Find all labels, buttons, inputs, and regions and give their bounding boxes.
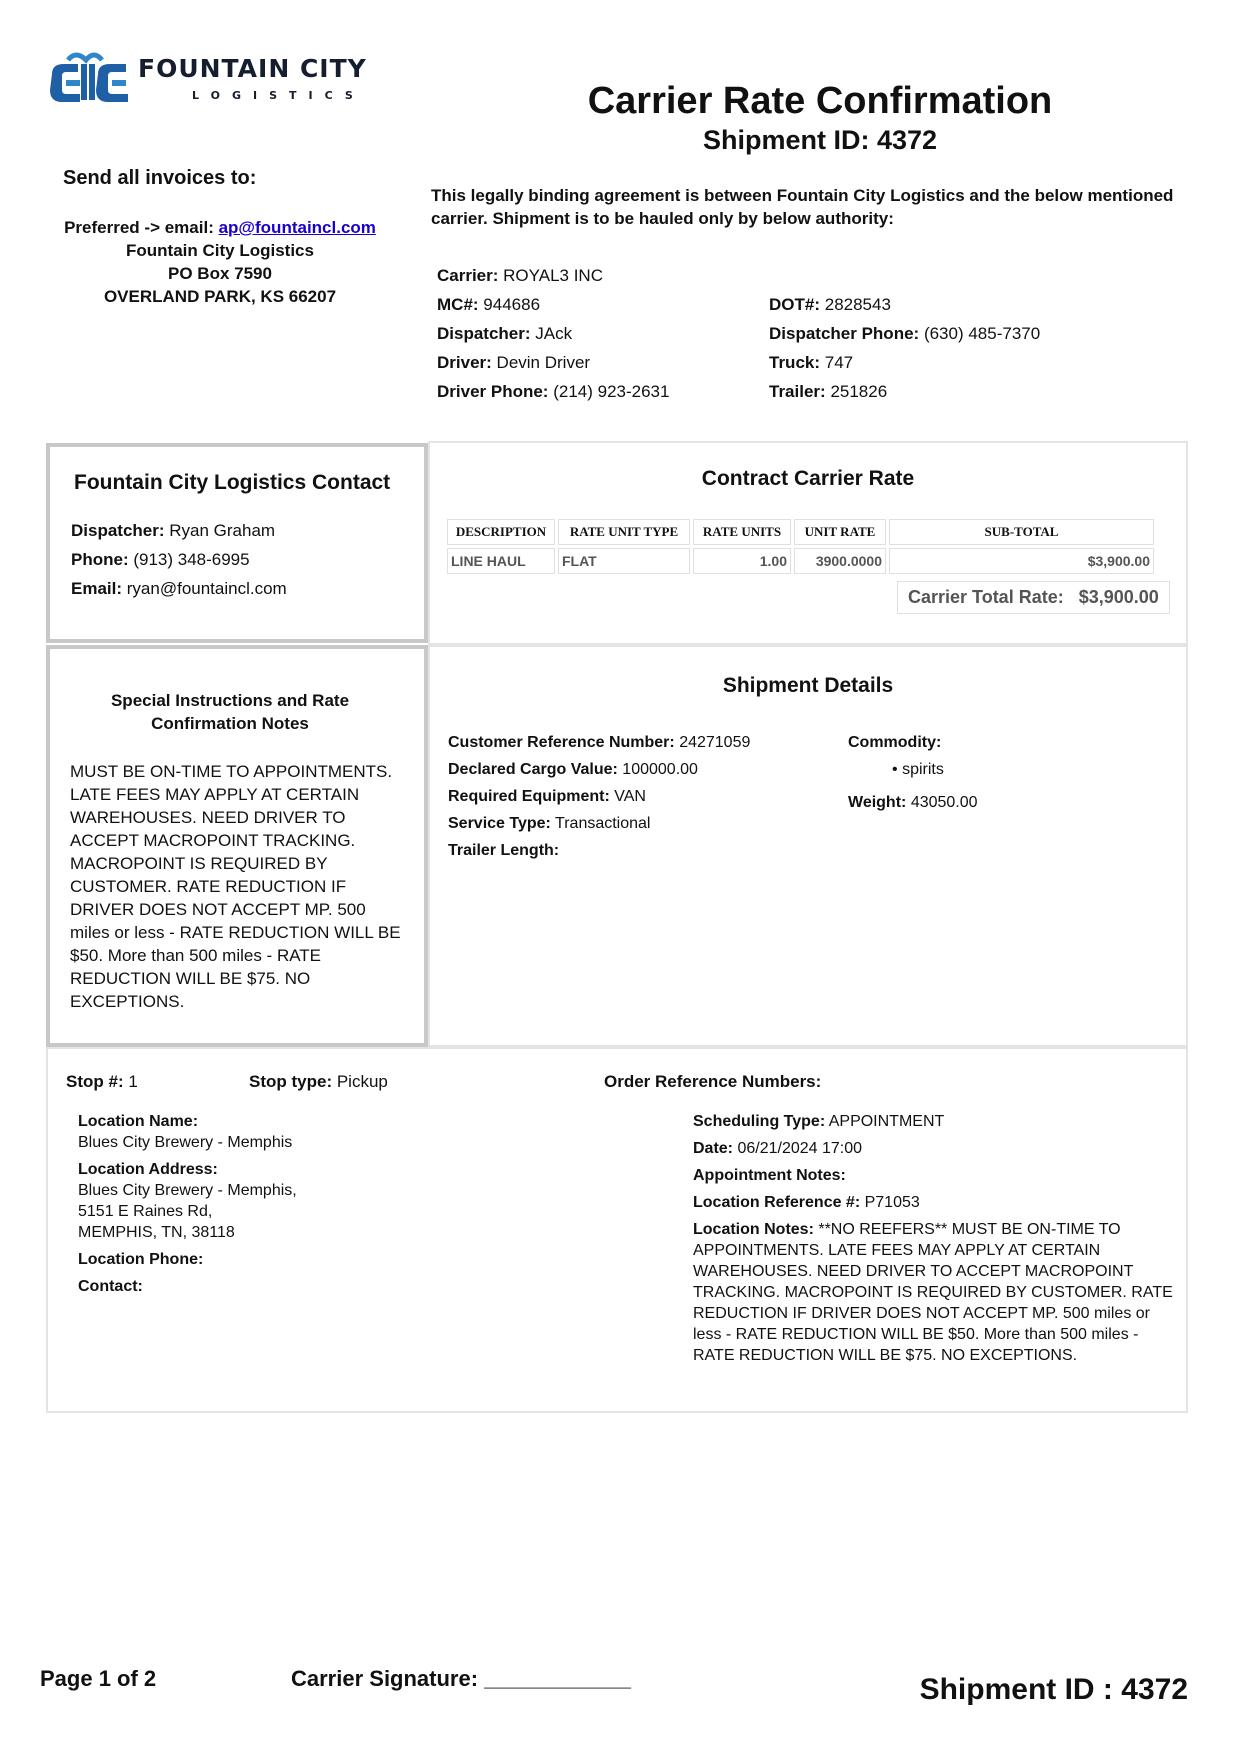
driver-phone-value: (214) 923-2631 <box>553 382 670 401</box>
contact-dispatcher-value: Ryan Graham <box>169 521 276 540</box>
dispatcher-phone-row: Dispatcher Phone: (630) 485-7370 <box>769 324 1041 343</box>
stop-type-value: Pickup <box>336 1072 388 1091</box>
dot-row: DOT#: 2828543 <box>769 295 891 314</box>
contact-email-value: ryan@fountaincl.com <box>126 579 287 598</box>
carrier-info-right <box>769 290 1040 406</box>
commodity-row: Commodity: <box>848 734 942 751</box>
location-phone-label: Location Phone: <box>78 1251 204 1268</box>
document-title: Carrier Rate Confirmation <box>587 80 1053 122</box>
invoice-company: Fountain City Logistics <box>126 241 314 260</box>
carrier-row: Carrier: ROYAL3 INC <box>437 266 603 285</box>
footer-shipment-id: Shipment ID : 4372 <box>919 1673 1188 1706</box>
cell-subtotal: $3,900.00 <box>889 548 1154 574</box>
dispatcher-row: Dispatcher: JAck <box>437 324 573 343</box>
stop-schedule-right <box>693 1111 1173 1366</box>
cargo-value-row: Declared Cargo Value: 100000.00 <box>448 761 698 778</box>
trailer-length-row: Trailer Length: <box>448 842 560 859</box>
cell-unit-rate: 3900.0000 <box>794 548 886 574</box>
invoice-address <box>40 216 400 308</box>
table-row <box>447 548 1154 574</box>
invoice-city: OVERLAND PARK, KS 66207 <box>103 287 337 306</box>
stop-number-value: 1 <box>128 1072 138 1091</box>
fountain-logo-icon <box>46 50 132 108</box>
driver-phone-row: Driver Phone: (214) 923-2631 <box>437 382 670 401</box>
address-line-3: MEMPHIS, TN, 38118 <box>78 1224 235 1241</box>
shipment-details-box <box>428 645 1188 1047</box>
cell-unit-type: FLAT <box>558 548 690 574</box>
address-line-2: 5151 E Raines Rd, <box>78 1203 213 1220</box>
col-description: DESCRIPTION <box>447 519 555 545</box>
driver-value: Devin Driver <box>496 353 591 372</box>
truck-row: Truck: 747 <box>769 353 854 372</box>
total-value: $3,900.00 <box>1078 587 1159 607</box>
logo-text: FOUNTAIN CITY <box>138 54 367 83</box>
weight-row: Weight: 43050.00 <box>848 794 978 811</box>
invoice-email-link[interactable]: ap@fountaincl.com <box>218 218 376 237</box>
equipment-row: Required Equipment: VAN <box>448 788 646 805</box>
customer-ref-value: 24271059 <box>679 734 751 751</box>
contact-details <box>71 516 287 603</box>
scheduling-type-row: Scheduling Type: APPOINTMENT <box>693 1113 945 1130</box>
rate-table <box>444 516 1157 577</box>
service-type-row: Service Type: Transactional <box>448 815 651 832</box>
page-number: Page 1 of 2 <box>40 1666 157 1691</box>
bullet-icon: • <box>892 761 898 778</box>
cargo-value-value: 100000.00 <box>622 761 698 778</box>
special-heading: Special Instructions and Rate Confirmation Notes <box>110 691 350 733</box>
stop-box <box>46 1047 1188 1413</box>
contact-label: Contact: <box>78 1278 143 1295</box>
date-row: Date: 06/21/2024 17:00 <box>693 1140 863 1157</box>
contact-phone-value: (913) 348-6995 <box>133 550 250 569</box>
special-text: MUST BE ON-TIME TO APPOINTMENTS. LATE FEES MAY APPLY AT CERTAIN WAREHOUSES. NEED DRIVER TO ACCEPT MACROPOINT TRACKING. MACROPOINT IS REQUIRED BY CUSTOMER. RATE REDUCTION IF DRIVER DOES NOT ACCEPT MP. 500 miles or less - RATE REDUCTION WILL BE $50. More than 500 miles - RATE REDUCTION WILL BE $75. NO EXCEPTIONS. <box>70 762 401 1011</box>
location-name-label: Location Name: <box>78 1113 199 1130</box>
col-rate-units: RATE UNITS <box>693 519 791 545</box>
weight-value: 43050.00 <box>910 794 978 811</box>
shipment-heading: Shipment Details <box>722 674 894 697</box>
special-instructions-box <box>46 645 428 1047</box>
trailer-row: Trailer: 251826 <box>769 382 888 401</box>
location-notes-value: **NO REEFERS** MUST BE ON-TIME TO APPOINTMENTS. LATE FEES MAY APPLY AT CERTAIN WAREHOUSES. NEED DRIVER TO ACCEPT MACROPOINT TRACKING. MACROPOINT IS REQUIRED BY CUSTOMER. RATE REDUCTION IF DRIVER DOES NOT ACCEPT MP. 500 miles or less - RATE REDUCTION WILL BE $50. More than 500 miles - RATE REDUCTION WILL BE $75. NO EXCEPTIONS. <box>693 1221 1173 1364</box>
rate-heading: Contract Carrier Rate <box>701 467 915 490</box>
mc-row: MC#: 944686 <box>437 295 541 314</box>
logo-subtext: LOGISTICS <box>192 89 365 102</box>
invoice-email-line <box>40 216 400 239</box>
invoice-heading: Send all invoices to: <box>63 167 257 189</box>
shipment-details-left <box>448 729 750 864</box>
equipment-value: VAN <box>614 788 646 805</box>
address-line-1: Blues City Brewery - Memphis, <box>78 1182 297 1199</box>
service-type-value: Transactional <box>555 815 651 832</box>
company-logo <box>46 48 406 112</box>
scheduling-type-value: APPOINTMENT <box>828 1113 945 1130</box>
truck-value: 747 <box>824 353 854 372</box>
location-address-label: Location Address: <box>78 1161 218 1178</box>
order-reference-label: Order Reference Numbers: <box>604 1072 822 1091</box>
location-reference-row: Location Reference #: P71053 <box>693 1194 920 1211</box>
carrier-signature-line[interactable]: Carrier Signature: ____________ <box>291 1666 631 1691</box>
col-unit-rate: UNIT RATE <box>794 519 886 545</box>
carrier-total-rate <box>897 581 1170 614</box>
carrier-info-left <box>437 261 669 406</box>
col-rate-unit-type: RATE UNIT TYPE <box>558 519 690 545</box>
rate-box <box>428 441 1188 645</box>
stop-location-left <box>78 1111 498 1297</box>
driver-row: Driver: Devin Driver <box>437 353 591 372</box>
legal-agreement-text: This legally binding agreement is between Fountain City Logistics and the below mentioned carrier. Shipment is to be hauled only by below authority: <box>431 186 1174 228</box>
carrier-value: ROYAL3 INC <box>503 266 603 285</box>
stop-number: Stop #: 1 <box>66 1072 138 1091</box>
cell-units: 1.00 <box>693 548 791 574</box>
mc-value: 944686 <box>483 295 541 314</box>
commodity-list-item <box>848 756 978 783</box>
location-notes-row: Location Notes: **NO REEFERS** MUST BE ON-TIME TO APPOINTMENTS. LATE FEES MAY APPLY AT CERTAIN WAREHOUSES. NEED DRIVER TO ACCEPT MACROPOINT TRACKING. MACROPOINT IS REQUIRED BY CUSTOMER. RATE REDUCTION IF DRIVER DOES NOT ACCEPT MP. 500 miles or less - RATE REDUCTION WILL BE $50. More than 500 miles - RATE REDUCTION WILL BE $75. NO EXCEPTIONS. <box>693 1221 1173 1364</box>
commodity-item: spirits <box>902 761 944 778</box>
invoice-po-box: PO Box 7590 <box>168 264 272 283</box>
customer-ref-row: Customer Reference Number: 24271059 <box>448 734 751 751</box>
shipment-id-heading: Shipment ID: 4372 <box>702 125 938 155</box>
col-sub-total: SUB-TOTAL <box>889 519 1154 545</box>
contact-heading: Fountain City Logistics Contact <box>74 471 391 494</box>
location-reference-value: P71053 <box>864 1194 920 1211</box>
preferred-label: Preferred -> email: <box>64 218 214 237</box>
appointment-notes-row: Appointment Notes: <box>693 1167 846 1184</box>
cell-description: LINE HAUL <box>447 548 555 574</box>
total-label: Carrier Total Rate: <box>908 587 1064 607</box>
shipment-details-right <box>848 729 978 816</box>
dispatcher-phone-value: (630) 485-7370 <box>923 324 1041 343</box>
contact-dispatcher-row: Dispatcher: Ryan Graham <box>71 521 276 540</box>
contact-phone-row: Phone: (913) 348-6995 <box>71 550 250 569</box>
dispatcher-value: JAck <box>535 324 573 343</box>
stop-type: Stop type: Pickup <box>249 1072 388 1091</box>
trailer-value: 251826 <box>830 382 888 401</box>
rate-table-header <box>447 519 1154 545</box>
contact-email-row: Email: ryan@fountaincl.com <box>71 579 287 598</box>
location-name-value: Blues City Brewery - Memphis <box>78 1134 293 1151</box>
contact-box <box>46 443 428 643</box>
dot-value: 2828543 <box>824 295 891 314</box>
date-value: 06/21/2024 17:00 <box>737 1140 863 1157</box>
